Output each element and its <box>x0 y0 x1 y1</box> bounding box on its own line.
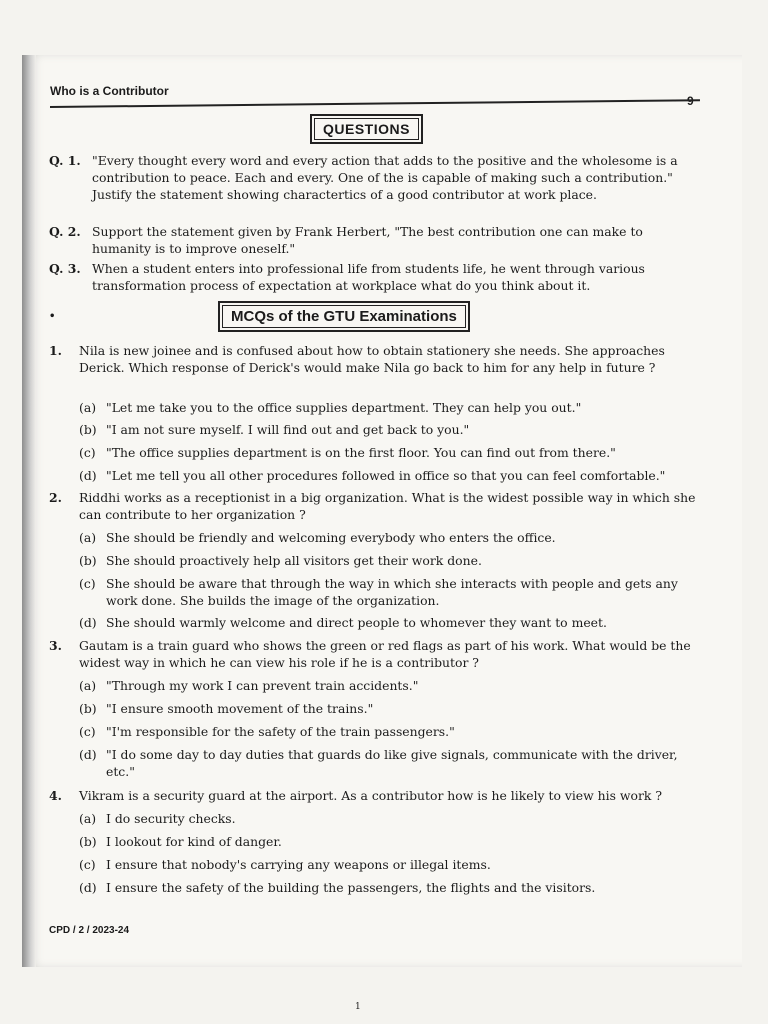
option-text: She should be aware that through the way in which she interacts with people and gets any work done. She builds the image of the organization. <box>106 576 678 608</box>
option-text: I lookout for kind of danger. <box>106 834 282 849</box>
footer-code: CPD / 2 / 2023-24 <box>49 925 130 936</box>
questions-heading: QUESTIONS <box>310 114 423 144</box>
option-text: She should proactively help all visitors get their work done. <box>106 553 482 568</box>
option-text: I ensure the safety of the building the passengers, the flights and the visitors. <box>106 880 596 895</box>
option-label: (d) <box>79 747 97 762</box>
book-spine-shadow <box>22 55 36 967</box>
option-text: "Let me take you to the office supplies department. They can help you out." <box>106 400 582 415</box>
option-label: (a) <box>79 400 97 415</box>
option-text: She should be friendly and welcoming everybody who enters the office. <box>106 530 556 545</box>
option-label: (d) <box>79 468 97 483</box>
option-label: (b) <box>79 422 97 437</box>
option-label: (c) <box>79 857 96 872</box>
question-number: Q. 3. <box>49 261 81 276</box>
question-text: "Every thought every word and every action that adds to the positive and the wholesome is a contribution to peace. Each and every. One of the is capable of making such a contribution." Justify the statement showing charactertics of a good contributor at work place. <box>92 153 678 202</box>
option-text: "Through my work I can prevent train accidents." <box>106 678 419 693</box>
question-text: Support the statement given by Frank Herbert, "The best contribution one can make to humanity is to improve oneself." <box>92 224 643 256</box>
section-bullet: • <box>49 311 56 322</box>
option-label: (b) <box>79 553 97 568</box>
option-label: (d) <box>79 880 97 895</box>
option-label: (c) <box>79 445 96 460</box>
mcq-question-text: Gautam is a train guard who shows the green or red flags as part of his work. What would be the widest way in which he can view his role if he is a contributor ? <box>79 638 691 670</box>
option-label: (b) <box>79 834 97 849</box>
option-text: "I am not sure myself. I will find out and get back to you." <box>106 422 470 437</box>
option-text: "I'm responsible for the safety of the train passengers." <box>106 724 455 739</box>
option-text: I ensure that nobody's carrying any weapons or illegal items. <box>106 857 491 872</box>
mcq-number: 3. <box>49 638 62 653</box>
mcq-heading: MCQs of the GTU Examinations <box>218 301 470 332</box>
option-label: (c) <box>79 724 96 739</box>
option-label: (a) <box>79 678 97 693</box>
option-label: (a) <box>79 811 97 826</box>
question-text: When a student enters into professional life from students life, he went through various transformation process of expectation at workplace what do you think about it. <box>92 261 645 293</box>
option-text: "Let me tell you all other procedures followed in office so that you can feel comfortable." <box>106 468 666 483</box>
option-label: (d) <box>79 615 97 630</box>
option-label: (c) <box>79 576 96 591</box>
mcq-number: 2. <box>49 490 62 505</box>
option-text: "The office supplies department is on the first floor. You can find out from there." <box>106 445 616 460</box>
option-text: "I ensure smooth movement of the trains." <box>106 701 374 716</box>
option-text: "I do some day to day duties that guards do like give signals, communicate with the driver, etc." <box>106 747 678 779</box>
mcq-question-text: Riddhi works as a receptionist in a big organization. What is the widest possible way in which she can contribute to her organization ? <box>79 490 696 522</box>
mcq-question-text: Nila is new joinee and is confused about how to obtain stationery she needs. She approaches Derick. Which response of Derick's would make Nila go back to him for any help in future ? <box>79 343 665 375</box>
mcq-number: 1. <box>49 343 62 358</box>
running-title: Who is a Contributor <box>50 84 169 98</box>
option-text: I do security checks. <box>106 811 236 826</box>
option-label: (a) <box>79 530 97 545</box>
bottom-number: 1 <box>355 1002 361 1012</box>
mcq-number: 4. <box>49 788 62 803</box>
option-label: (b) <box>79 701 97 716</box>
question-number: Q. 2. <box>49 224 81 239</box>
question-number: Q. 1. <box>49 153 81 168</box>
mcq-question-text: Vikram is a security guard at the airport. As a contributor how is he likely to view his work ? <box>79 788 663 803</box>
option-text: She should warmly welcome and direct people to whomever they want to meet. <box>106 615 607 630</box>
